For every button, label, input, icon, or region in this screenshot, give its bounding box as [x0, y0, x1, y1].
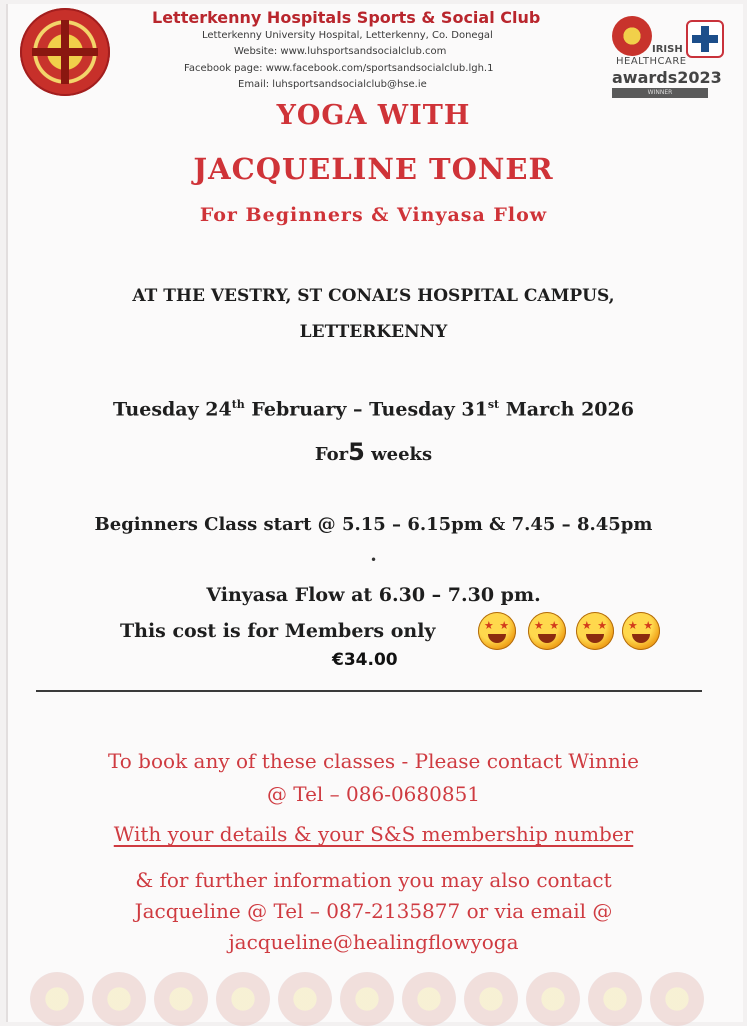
divider-line	[36, 690, 702, 692]
healthcare-award-logo	[606, 16, 726, 98]
weeks-suffix: weeks	[364, 444, 433, 465]
contact-phone-winnie: @ Tel – 086-0680851	[266, 782, 481, 806]
vinyasa-flow-times: Vinyasa Flow at 6.30 – 7.30 pm.	[206, 584, 541, 606]
title-subtitle: For Beginners & Vinyasa Flow	[199, 204, 548, 226]
club-crest-watermark-icon	[92, 972, 146, 1026]
star-struck-emoji-icon	[478, 612, 516, 650]
crest-cross-horizontal	[32, 48, 98, 56]
club-crest-watermark-icon	[588, 972, 642, 1026]
contact-phone-jacqueline: Jacqueline @ Tel – 087-2135877 or via email @	[134, 899, 613, 923]
duration	[0, 438, 747, 466]
club-crest-watermark-icon	[650, 972, 704, 1026]
beginners-class-times: Beginners Class start @ 5.15 – 6.15pm & 7.45 – 8.45pm	[94, 514, 653, 535]
club-facebook: Facebook page: www.facebook.com/sportsandsocialclub.lgh.1	[184, 63, 494, 74]
club-crest-logo	[20, 8, 110, 96]
club-crest-watermark-icon	[464, 972, 518, 1026]
award-line-4: WINNER	[612, 88, 708, 98]
club-crest-watermark-icon	[216, 972, 270, 1026]
date-range	[0, 398, 747, 420]
date-end-suffix: st	[487, 398, 500, 411]
award-line-2: HEALTHCARE	[616, 56, 687, 67]
emoji-row	[478, 612, 668, 652]
date-end-rest: March 2026	[499, 398, 634, 421]
club-website: Website: www.luhsportsandsocialclub.com	[234, 46, 447, 57]
separator-dot: •	[369, 553, 378, 567]
weeks-prefix: For	[314, 444, 349, 465]
price: €34.00	[332, 650, 398, 670]
contact-membership-note: With your details & your S&S membership number	[113, 822, 634, 846]
club-crest-watermark-icon	[278, 972, 332, 1026]
date-start-suffix: th	[231, 398, 245, 411]
club-address: Letterkenny University Hospital, Letterkenny, Co. Donegal	[202, 30, 493, 41]
contact-email-jacqueline: jacqueline@healingflowyoga	[228, 930, 519, 954]
venue-line-1: AT THE VESTRY, ST CONAL’S HOSPITAL CAMPUS,	[132, 286, 615, 306]
contact-line-1: To book any of these classes - Please contact Winnie	[108, 749, 639, 773]
members-cost-note: This cost is for Members only	[120, 620, 436, 642]
title-line-1: YOGA WITH	[276, 100, 471, 131]
club-crest-watermark-icon	[526, 972, 580, 1026]
award-line-3: awards2023	[612, 68, 722, 87]
club-email: Email: luhsportsandsocialclub@hse.ie	[238, 79, 427, 90]
footer-logo-row	[30, 972, 720, 1024]
star-struck-emoji-icon	[622, 612, 660, 650]
date-start-day: Tuesday 24	[113, 398, 232, 421]
venue-line-2: LETTERKENNY	[299, 322, 448, 342]
award-line-1: IRISH	[652, 44, 683, 55]
title-line-2: JACQUELINE TONER	[193, 152, 554, 186]
contact-line-4: & for further information you may also contact	[135, 868, 612, 892]
club-crest-watermark-icon	[154, 972, 208, 1026]
medical-cross-icon	[686, 20, 724, 58]
date-start-month: February – Tuesday 31	[244, 398, 488, 421]
club-crest-watermark-icon	[402, 972, 456, 1026]
weeks-count: 5	[348, 438, 365, 466]
club-name: Letterkenny Hospitals Sports & Social Club	[152, 8, 541, 27]
club-crest-watermark-icon	[30, 972, 84, 1026]
star-struck-emoji-icon	[576, 612, 614, 650]
star-struck-emoji-icon	[528, 612, 566, 650]
award-seal-icon	[612, 16, 652, 56]
club-crest-watermark-icon	[340, 972, 394, 1026]
